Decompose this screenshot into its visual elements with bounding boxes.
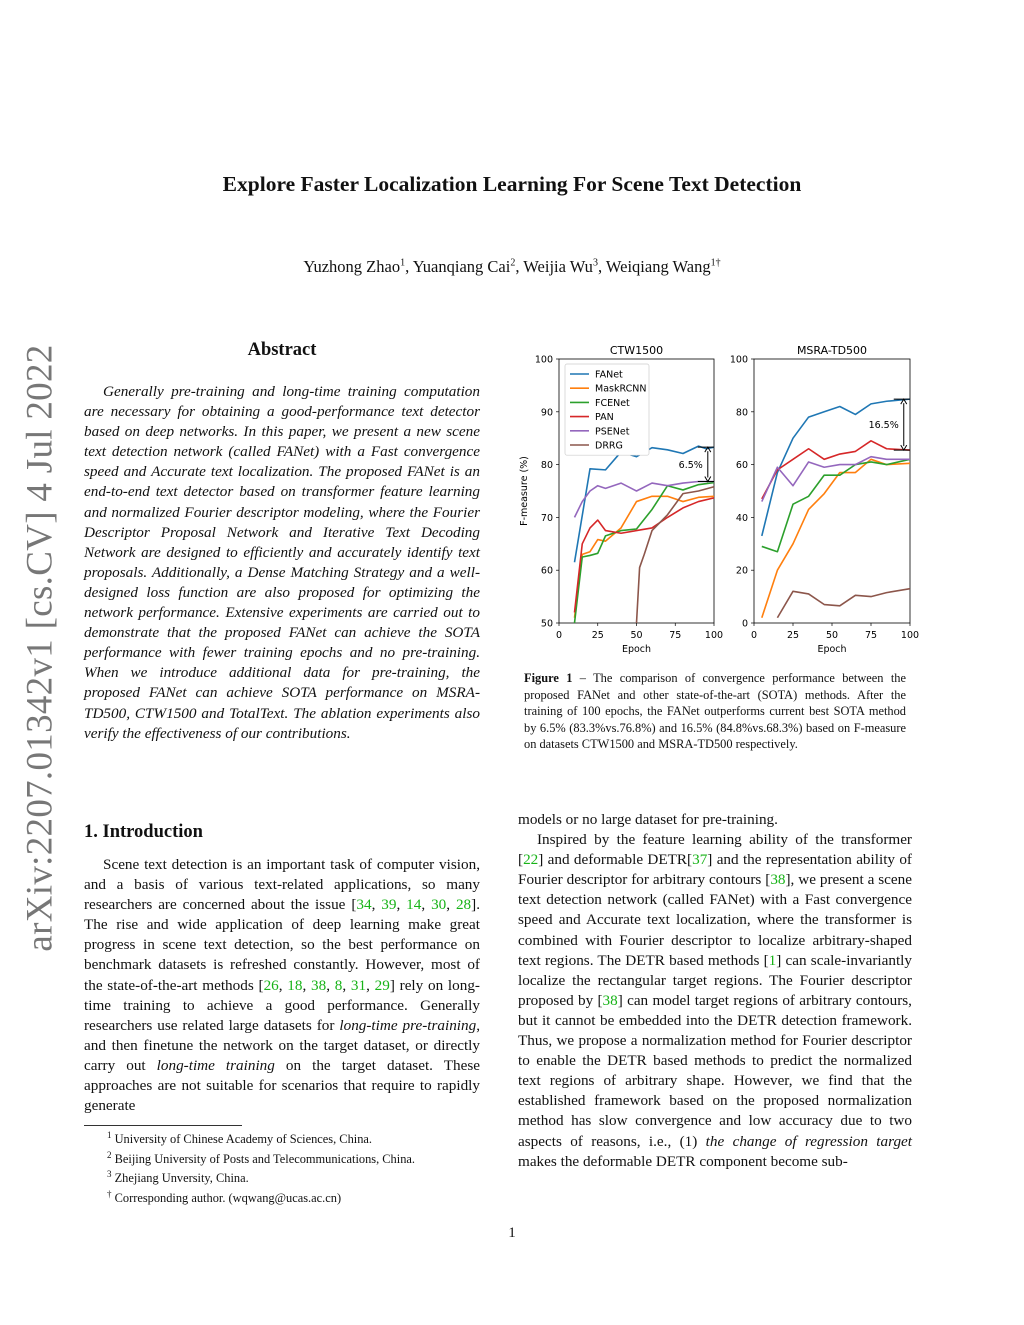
y-tick-label: 60 <box>540 565 553 577</box>
introduction-paragraph: Scene text detection is an important task of computer vision, and a basis of various text-related applications, so many researchers are concerned about the issue [34, 39, 14, 30, 28]. The rise and wide application of deep learning make great progress in scene text detection, so the best performance on benchmark datasets is refreshed constantly. However, most of the state-of-the-art methods [26, 18, 38, 8, 31, 29] rely on long-time training to achieve a good performance. Generally researchers use related large datasets for long-time pre-training, and then finetune the network on the target dataset, or directly carry out long-time training on the target dataset. These approaches are not suitable for scenarios that require to rapidly generate <box>84 856 481 1115</box>
y-tick-label: 80 <box>735 407 748 419</box>
footnote: $^3$ Zhejiang Unversity, China. <box>107 1169 249 1186</box>
y-tick-label: 70 <box>540 512 553 524</box>
citation-link[interactable]: 31 <box>350 976 367 994</box>
annotation-label: 6.5% <box>678 459 703 471</box>
chart-msra-td500 <box>730 344 919 655</box>
footnote-rule <box>84 1125 242 1126</box>
abstract-body: Generally pre-training and long-time training computation are necessary for obtaining a good-performance text detector based on deep networks. In this paper, we present a new scene text detection network (called FANet) with a Fast convergence speed and Accurate text localization. The proposed FANet is an end-to-end text detector based on transformer feature learning and normalized Fourier descriptor modeling, where the Fourier Descriptor Proposal Network and Iterative Text Decoding Network are designed to efficiently and accurately identify text proposals. Additionally, a Dense Matching Strategy and a well-designed loss function are also proposed for optimizing the network performance. Extensive experiments are carried out to demonstrate that the proposed FANet can achieve the SOTA performance with fewer training epochs and no pre-training. When we introduce additional data for pre-training, the proposed FANet can achieve SOTA performance on MSRA-TD500, CTW1500 and TotalText. The ablation experiments also verify the effectiveness of our contributions. <box>84 383 480 742</box>
citation-link[interactable]: 1 <box>768 951 777 969</box>
chart-ctw1500 <box>519 344 723 655</box>
abstract-heading: Abstract <box>247 340 317 360</box>
legend-label: MaskRCNN <box>595 383 647 395</box>
citation-link[interactable]: 28 <box>455 896 472 914</box>
x-tick-label: 0 <box>750 630 758 641</box>
chart-title: MSRA-TD500 <box>796 344 868 357</box>
citation-link[interactable]: 38 <box>602 991 618 1009</box>
y-tick-label: 90 <box>540 407 553 419</box>
y-tick-label: 100 <box>534 354 553 366</box>
citation-link[interactable]: 30 <box>431 896 447 914</box>
citation-link[interactable]: 34 <box>356 896 372 914</box>
y-tick-label: 100 <box>729 354 748 366</box>
legend-label: PSENet <box>595 426 630 438</box>
x-tick-label: 25 <box>786 630 800 641</box>
x-tick-label: 75 <box>864 630 878 641</box>
citation-link[interactable]: 14 <box>406 896 422 914</box>
page-number: 1 <box>508 1225 516 1241</box>
citation-link[interactable]: 29 <box>374 976 390 994</box>
paper-title: Explore Faster Localization Learning For Scene Text Detection <box>222 172 802 196</box>
axes-frame <box>754 359 910 623</box>
series-line-maskrcnn <box>575 496 715 617</box>
author: Yuanqiang Cai$^2$, <box>412 257 524 276</box>
paragraph: Inspired by the feature learning ability of the transformer [22] and deformable DETR[37] and the representation ability of Fourier descriptor for arbitrary contours [38], we present a scene text detection network (called FANet) with a Fast convergence speed and Accurate text localization, where the transformer is combined with Fourier descriptor to localize arbitrary-shaped text regions. The DETR based methods [1] can scale-invariantly localize the rectangular target regions. The Fourier descriptor proposed by [38] can model target regions of arbitrary contours, but it cannot be embedded into the DETR detection framework. Thus, we propose a normalization method for Fourier descriptor to enable the DETR based methods to predict the normalized text regions of arbitrary shape. However, we find that the established framework based on the proposed normalization method has slow convergence and low accuracy due to two aspects of reasons, i.e., (1) the change of regression target makes the deformable DETR component become sub- <box>518 831 913 1170</box>
footnotes <box>107 1128 415 1207</box>
chart-title: CTW1500 <box>609 344 664 357</box>
citation-link[interactable]: 39 <box>381 896 397 914</box>
x-tick-label: 50 <box>630 630 643 641</box>
footnote: † Corresponding author. (wqwang@ucas.ac.cn) <box>107 1189 342 1206</box>
author: Weiqiang Wang$^{1\dagger}$ <box>605 257 721 276</box>
x-tick-label: 50 <box>825 630 839 641</box>
legend-label: PAN <box>595 412 614 424</box>
arxiv-sidebar-stamp <box>10 344 70 952</box>
x-axis-label: Epoch <box>621 644 652 655</box>
y-tick-label: 0 <box>741 618 748 630</box>
author: Weijia Wu$^3$, <box>523 257 606 276</box>
figure-caption: Figure 1 – The comparison of convergence performance between the proposed FANet and other state-of-the-art (SOTA) methods. After the training of 100 epochs, the FANet outperforms current best SOTA method by 6.5% (83.3%vs.76.8%) and 16.5% (84.8%vs.68.3%) based on F-measure on datasets CTW1500 and MSRA-TD500 respectively. <box>524 671 906 752</box>
y-tick-label: 50 <box>540 618 553 630</box>
x-tick-label: 25 <box>591 630 604 641</box>
footnote: $^1$ University of Chinese Academy of Sciences, China. <box>107 1130 372 1147</box>
series-line-drrg <box>777 589 910 618</box>
series-line-maskrcnn <box>762 459 910 617</box>
y-tick-label: 60 <box>735 460 748 472</box>
paragraph: models or no large dataset for pre-training. <box>518 811 778 828</box>
figure-1-charts <box>512 336 922 658</box>
citation-link[interactable]: 26 <box>263 976 279 994</box>
x-tick-label: 0 <box>555 630 563 641</box>
citation-link[interactable]: 8 <box>334 976 343 994</box>
citation-link[interactable]: 38 <box>311 976 327 994</box>
x-tick-label: 100 <box>900 630 920 641</box>
citation-link[interactable]: 38 <box>770 871 786 889</box>
citation-link[interactable]: 18 <box>287 976 303 994</box>
citation-link[interactable]: 37 <box>692 851 708 869</box>
legend-label: DRRG <box>595 440 623 452</box>
footnote: $^2$ Beijing University of Posts and Telecommunications, China. <box>107 1149 415 1166</box>
legend-label: FCENet <box>595 397 630 409</box>
section-heading-introduction: 1. Introduction <box>84 822 203 842</box>
right-column-text <box>518 810 912 1172</box>
x-tick-label: 75 <box>669 630 682 641</box>
series-line-drrg <box>637 487 715 623</box>
citation-link[interactable]: 22 <box>523 851 539 869</box>
x-axis-label: Epoch <box>817 644 847 655</box>
author-list <box>0 257 1024 277</box>
legend-label: FANet <box>595 369 623 381</box>
y-tick-label: 80 <box>540 460 553 472</box>
series-line-fcenet <box>762 459 910 551</box>
arxiv-id: arXiv:2207.01342v1 [cs.CV] 4 Jul 2022 <box>19 344 61 952</box>
annotation-label: 16.5% <box>868 420 899 432</box>
y-tick-label: 40 <box>735 512 748 524</box>
y-tick-label: 20 <box>735 565 748 577</box>
series-line-pan <box>762 441 910 499</box>
y-axis-label: F-measure (%) <box>519 456 530 526</box>
author: Yuzhong Zhao$^1$, <box>303 257 413 276</box>
x-tick-label: 100 <box>704 630 724 641</box>
